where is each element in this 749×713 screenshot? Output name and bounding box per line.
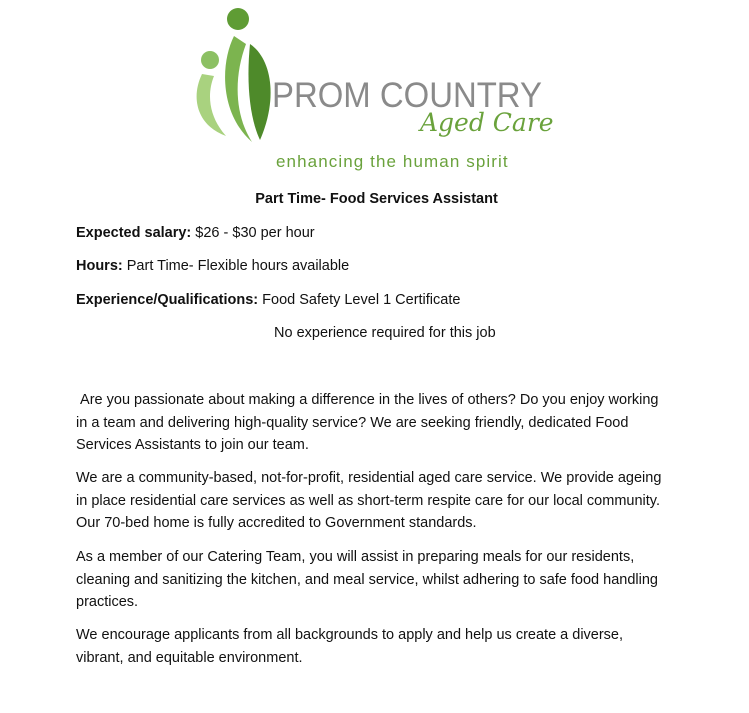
salary-value: $26 - $30 per hour <box>195 225 315 241</box>
brand-name: PROM COUNTRY <box>272 76 542 115</box>
salary-label: Expected salary: <box>76 225 192 241</box>
brand-subname: Aged Care <box>420 108 554 137</box>
job-title: Part Time- Food Services Assistant <box>255 191 498 207</box>
intro-paragraph: Are you passionate about making a difference in the lives of others? Do you enjoy working in a team and delivering high-quality service? We are seeking friendly, dedicated Food Services Assistants to join our team. <box>76 392 663 454</box>
diversity-paragraph: We encourage applicants from all backgrounds to apply and help us create a diverse, vibrant, and equitable environment. <box>76 627 624 666</box>
experience-line <box>76 292 460 308</box>
brand-tagline: enhancing the human spirit <box>276 152 509 171</box>
hours-label: Hours: <box>76 258 123 274</box>
experience-label: Experience/Qualifications: <box>76 292 259 308</box>
salary-line <box>76 225 315 241</box>
family-figures-icon <box>190 4 280 144</box>
leaf-tall-icon <box>248 44 270 140</box>
head-large-icon <box>227 8 249 30</box>
head-small-icon <box>201 51 219 69</box>
figure-middle-icon <box>225 36 252 142</box>
role-paragraph: As a member of our Catering Team, you will assist in preparing meals for our residents, cleaning and sanitizing the kitchen, and meal service, whilst adhering to safe food handling practices. <box>76 549 658 611</box>
hours-value: Part Time- Flexible hours available <box>126 258 350 274</box>
experience-note: No experience required for this job <box>274 325 496 341</box>
experience-value: Food Safety Level 1 Certificate <box>262 292 461 308</box>
company-logo <box>190 4 570 174</box>
hours-line <box>76 258 349 274</box>
figure-small-icon <box>197 74 226 136</box>
about-paragraph: We are a community-based, not-for-profit, residential aged care service. We provide ageing in place residential care services as well as short-term respite care for our local community. Our 70-bed home is fully accredited to Government standards. <box>76 470 662 532</box>
